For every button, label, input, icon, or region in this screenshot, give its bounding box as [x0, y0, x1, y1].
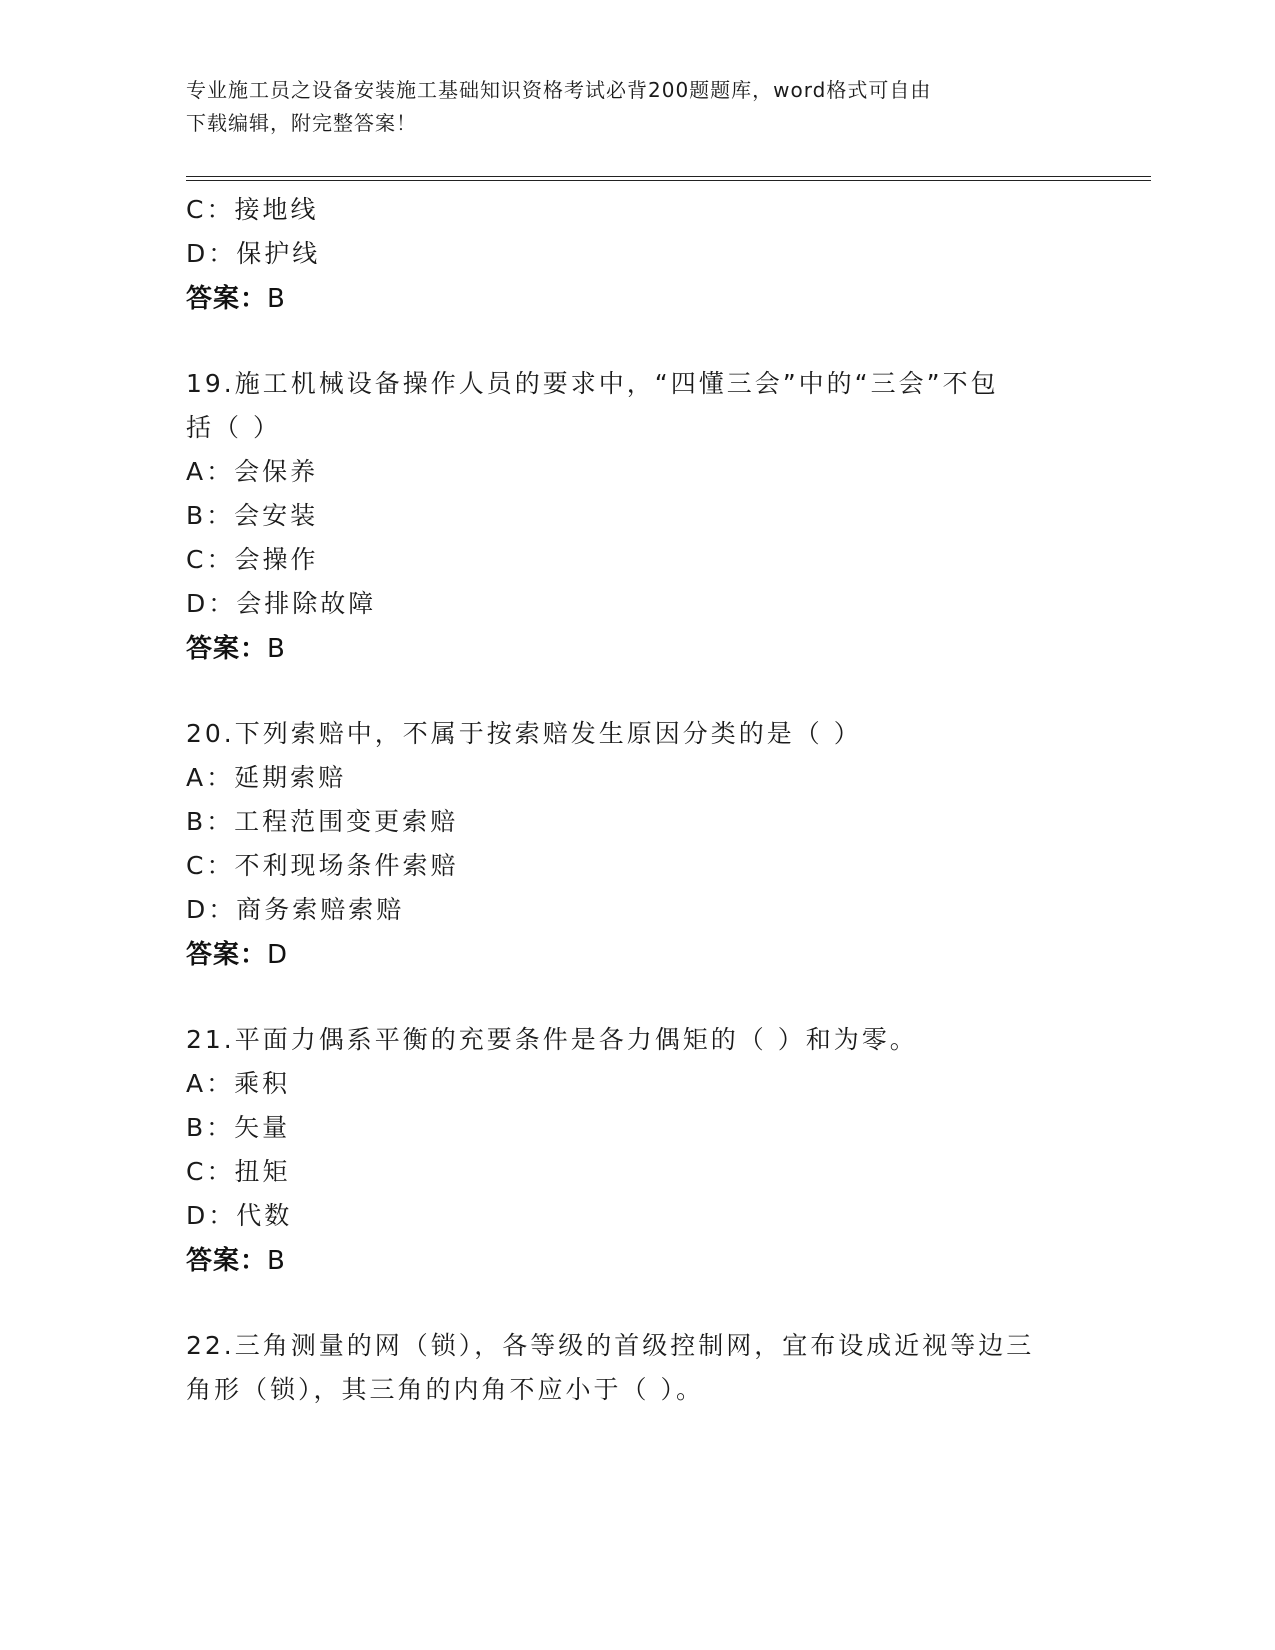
header-line-1: 专业施工员之设备安装施工基础知识资格考试必背200题题库，word格式可自由	[186, 78, 932, 102]
answer-value: D	[267, 940, 288, 970]
q21-answer	[186, 1240, 285, 1277]
q20-option-c: C：不利现场条件索赔	[186, 851, 459, 880]
q19-option-d: D：会排除故障	[186, 589, 377, 618]
q19-answer	[186, 628, 285, 665]
q19-stem-line-1: 19.施工机械设备操作人员的要求中，“四懂三会”中的“三会”不包	[186, 369, 999, 398]
answer-label: 答案：	[186, 634, 268, 664]
answer-label: 答案：	[186, 940, 268, 970]
q19-option-b: B：会安装	[186, 501, 319, 530]
q19-stem-line-2: 括（ ）	[186, 413, 281, 442]
q20-option-d: D：商务索赔索赔	[186, 895, 405, 924]
q20-stem-line-1: 20.下列索赔中，不属于按索赔发生原因分类的是（ ）	[186, 719, 862, 748]
answer-value: B	[267, 634, 285, 664]
prev-answer	[186, 278, 285, 315]
answer-value: B	[267, 1246, 285, 1276]
prev-option-d: D：保护线	[186, 239, 321, 268]
q20-option-b: B：工程范围变更索赔	[186, 807, 459, 836]
answer-label: 答案：	[186, 284, 268, 314]
answer-value: B	[267, 284, 285, 314]
q21-option-a: A：乘积	[186, 1069, 291, 1098]
q19-option-a: A：会保养	[186, 457, 319, 486]
q21-stem-line-1: 21.平面力偶系平衡的充要条件是各力偶矩的（ ）和为零。	[186, 1025, 918, 1054]
q20-answer	[186, 934, 287, 971]
header-divider-top	[186, 176, 1151, 177]
answer-label: 答案：	[186, 1246, 268, 1276]
q21-option-b: B：矢量	[186, 1113, 291, 1142]
q20-option-a: A：延期索赔	[186, 763, 347, 792]
q22-stem-line-2: 角形（锁），其三角的内角不应小于（ ）。	[186, 1375, 704, 1404]
prev-option-c: C：接地线	[186, 195, 319, 224]
q21-option-c: C：扭矩	[186, 1157, 291, 1186]
q22-stem-line-1: 22.三角测量的网（锁），各等级的首级控制网，宜布设成近视等边三	[186, 1331, 1035, 1360]
q19-option-c: C：会操作	[186, 545, 319, 574]
header-line-2: 下载编辑，附完整答案！	[186, 111, 417, 135]
document-header	[186, 74, 1066, 140]
q21-option-d: D：代数	[186, 1201, 293, 1230]
header-divider-bottom	[186, 180, 1151, 181]
